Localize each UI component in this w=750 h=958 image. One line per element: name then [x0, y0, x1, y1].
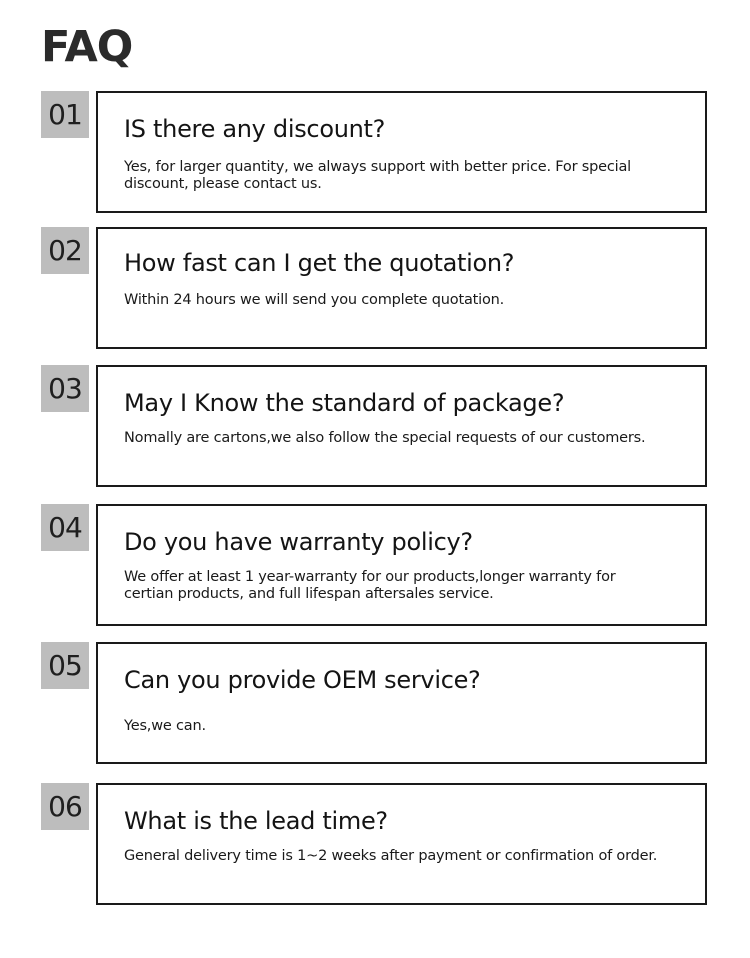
- faq-item-2: [0, 227, 750, 349]
- faq-number-badge: 05: [41, 642, 89, 689]
- faq-card: [96, 91, 707, 213]
- faq-number-badge: 04: [41, 504, 89, 551]
- faq-question: May I Know the standard of package?: [124, 389, 565, 417]
- faq-answer: Nomally are cartons,we also follow the special requests of our customers.: [124, 430, 646, 446]
- faq-question: How fast can I get the quotation?: [124, 249, 515, 277]
- faq-answer: Within 24 hours we will send you complete quotation.: [124, 292, 505, 308]
- faq-answer: Yes, for larger quantity, we always support with better price. For special discount, please contact us.: [124, 159, 631, 192]
- faq-card: [96, 783, 707, 905]
- faq-card: [96, 504, 707, 626]
- faq-answer: Yes,we can.: [124, 718, 206, 734]
- faq-answer: We offer at least 1 year-warranty for our products,longer warranty for certian products, and full lifespan aftersales service.: [124, 569, 616, 602]
- faq-answer: General delivery time is 1~2 weeks after payment or confirmation of order.: [124, 848, 658, 864]
- page-title: FAQ: [41, 22, 133, 72]
- faq-question: What is the lead time?: [124, 807, 388, 835]
- faq-item-6: [0, 783, 750, 905]
- faq-number-badge: 01: [41, 91, 89, 138]
- faq-number-badge: 02: [41, 227, 89, 274]
- faq-card: [96, 365, 707, 487]
- faq-item-4: [0, 504, 750, 626]
- faq-card: [96, 227, 707, 349]
- faq-question: IS there any discount?: [124, 115, 386, 143]
- faq-number-badge: 03: [41, 365, 89, 412]
- faq-item-3: [0, 365, 750, 487]
- faq-item-1: [0, 91, 750, 213]
- faq-item-5: [0, 642, 750, 764]
- faq-number-badge: 06: [41, 783, 89, 830]
- faq-question: Can you provide OEM service?: [124, 666, 481, 694]
- faq-question: Do you have warranty policy?: [124, 528, 473, 556]
- faq-card: [96, 642, 707, 764]
